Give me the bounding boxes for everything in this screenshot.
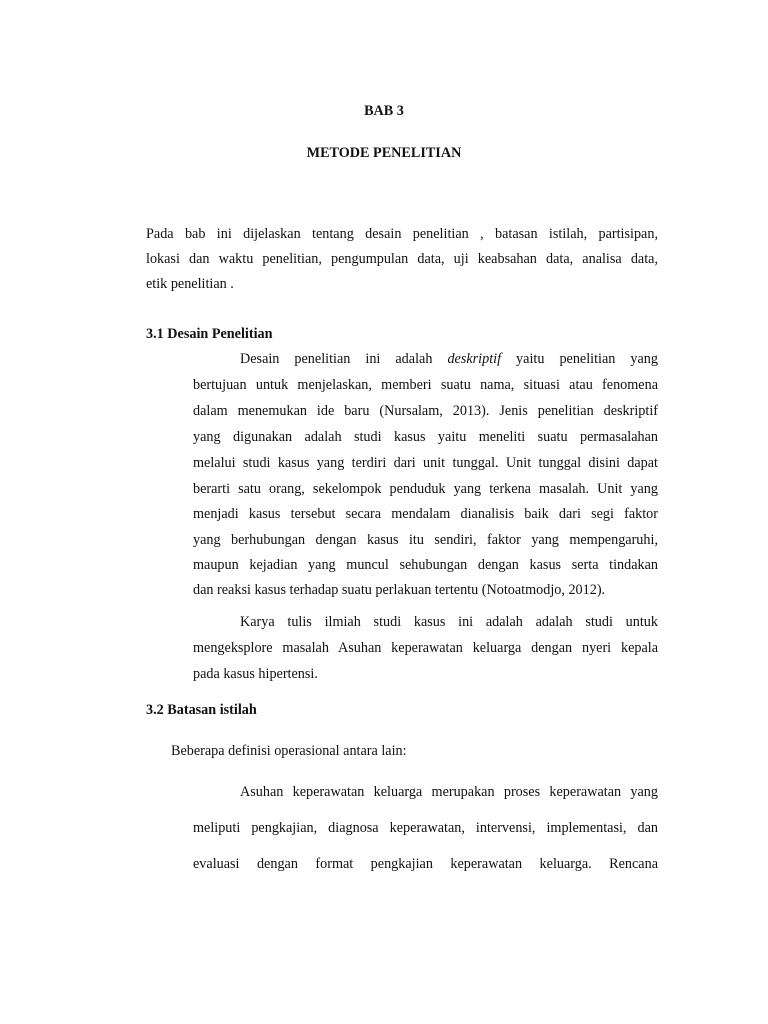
karya-line-2: mengeksplore masalah Asuhan keperawatan keluarga dengan nyeri kepala (193, 640, 658, 656)
desain-line-8: yang berhubungan dengan kasus itu sendiri, faktor yang mempengaruhi, (193, 532, 658, 548)
intro-line-1: Pada bab ini dijelaskan tentang desain penelitian , batasan istilah, partisipan, (146, 226, 658, 242)
asuhan-line-1: Asuhan keperawatan keluarga merupakan proses keperawatan yang (240, 784, 658, 800)
asuhan-line-3: evaluasi dengan format pengkajian keperawatan keluarga. Rencana (193, 856, 658, 872)
karya-line-3: pada kasus hipertensi. (193, 666, 318, 682)
desain-line-2: bertujuan untuk menjelaskan, memberi suatu nama, situasi atau fenomena (193, 377, 658, 393)
section-heading-3-2: 3.2 Batasan istilah (146, 702, 257, 718)
section-heading-3-1: 3.1 Desain Penelitian (146, 326, 273, 342)
karya-line-1: Karya tulis ilmiah studi kasus ini adalah adalah studi untuk (240, 614, 658, 630)
desain-line-6: berarti satu orang, sekelompok penduduk yang terkena masalah. Unit yang (193, 481, 658, 497)
desain-line-4: yang digunakan adalah studi kasus yaitu meneliti suatu permasalahan (193, 429, 658, 445)
chapter-title: METODE PENELITIAN (306, 145, 462, 161)
desain-line-5: melalui studi kasus yang terdiri dari unit tunggal. Unit tunggal disini dapat (193, 455, 658, 471)
desain-line-10: dan reaksi kasus terhadap suatu perlakuan tertentu (Notoatmodjo, 2012). (193, 582, 606, 598)
chapter-number: BAB 3 (364, 103, 404, 119)
intro-line-3: etik penelitian . (146, 276, 234, 292)
intro-line-2: lokasi dan waktu penelitian, pengumpulan data, uji keabsahan data, analisa data, (146, 251, 658, 267)
italic-term: deskriptif (447, 351, 502, 367)
desain-line-9: maupun kejadian yang muncul sehubungan dengan kasus serta tindakan (193, 557, 658, 573)
asuhan-line-2: meliputi pengkajian, diagnosa keperawatan, intervensi, implementasi, dan (193, 820, 658, 836)
batasan-intro: Beberapa definisi operasional antara lain: (171, 743, 407, 759)
desain-line-7: menjadi kasus tersebut secara mendalam dianalisis baik dari segi faktor (193, 506, 658, 522)
desain-line-3: dalam menemukan ide baru (Nursalam, 2013). Jenis penelitian deskriptif (193, 403, 658, 419)
desain-line-1: Desain penelitian ini adalah deskriptif yaitu penelitian yang (240, 351, 658, 367)
